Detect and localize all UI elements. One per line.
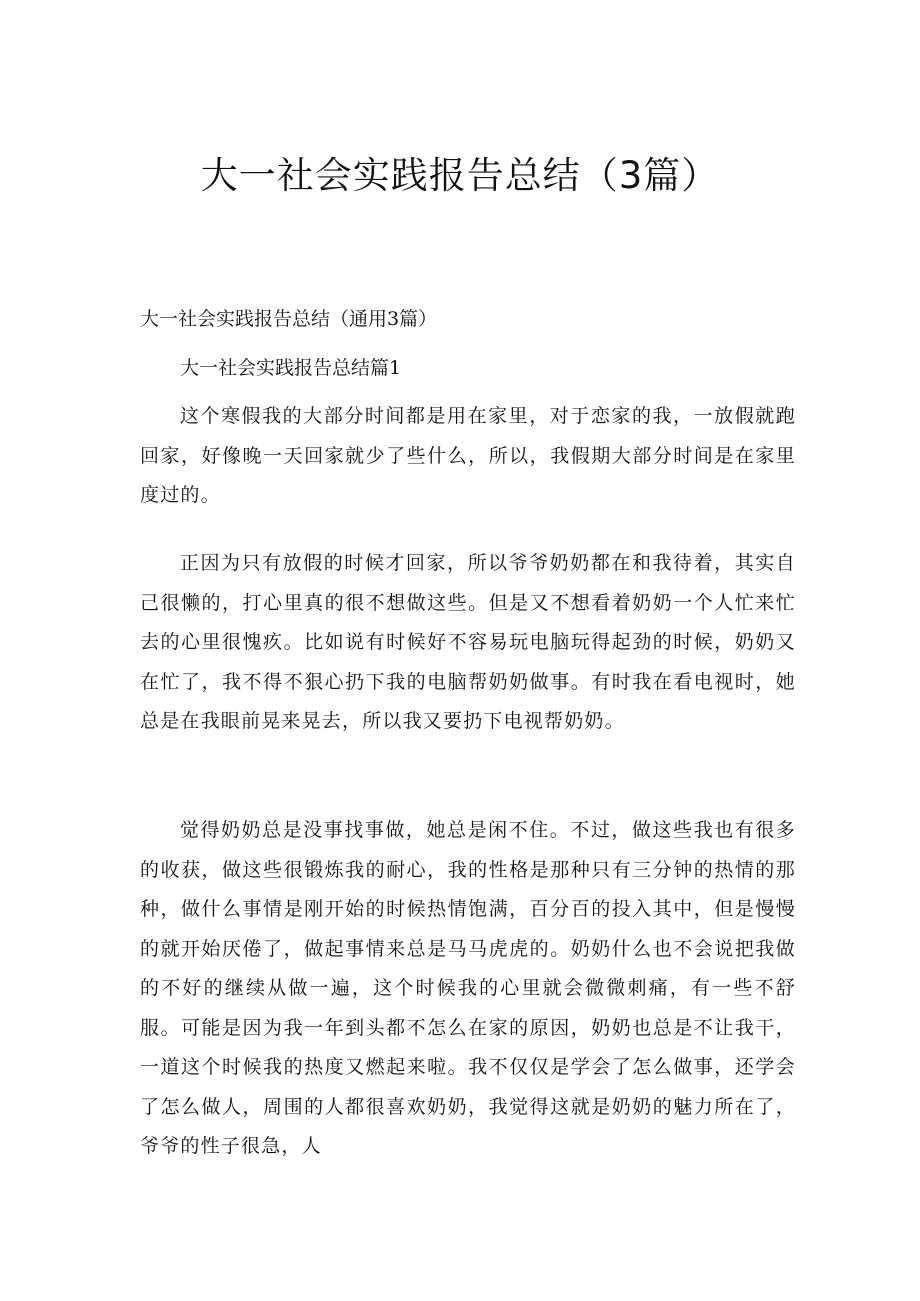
document-subtitle: 大一社会实践报告总结（通用3篇） (140, 308, 438, 330)
document-title: 大一社会实践报告总结（3篇） (200, 154, 720, 197)
section-heading: 大一社会实践报告总结篇1 (180, 357, 402, 379)
body-paragraph: 觉得奶奶总是没事找事做，她总是闲不住。不过，做这些我也有很多的收获，做这些很锻炼我的耐心，我的性格是那种只有三分钟的热情的那种，做什么事情是刚开始的时候热情饱满，百分百的投入其中，但是慢慢的就开始厌倦了，做起事情来总是马马虎虎的。奶奶什么也不会说把我做的不好的继续从做一遍，这个时候我的心里就会微微刺痛，有一些不舒服。可能是因为我一年到头都不怎么在家的原因，奶奶也总是不让我干，一道这个时候我的热度又燃起来啦。我不仅仅是学会了怎么做事，还学会了怎么做人，周围的人都很喜欢奶奶，我觉得这就是奶奶的魅力所在了，爷爷的性子很急，人 (140, 819, 796, 1157)
body-paragraph: 正因为只有放假的时候才回家，所以爷爷奶奶都在和我待着，其实自己很懒的，打心里真的很不想做这些。但是又不想看着奶奶一个人忙来忙去的心里很愧疚。比如说有时候好不容易玩电脑玩得起劲的时候，奶奶又在忙了，我不得不狠心扔下我的电脑帮奶奶做事。有时我在看电视时，她总是在我眼前晃来晃去，所以我又要扔下电视帮奶奶。 (140, 552, 796, 732)
body-paragraph: 这个寒假我的大部分时间都是用在家里，对于恋家的我，一放假就跑回家，好像晚一天回家就少了些什么，所以，我假期大部分时间是在家里度过的。 (140, 405, 796, 506)
